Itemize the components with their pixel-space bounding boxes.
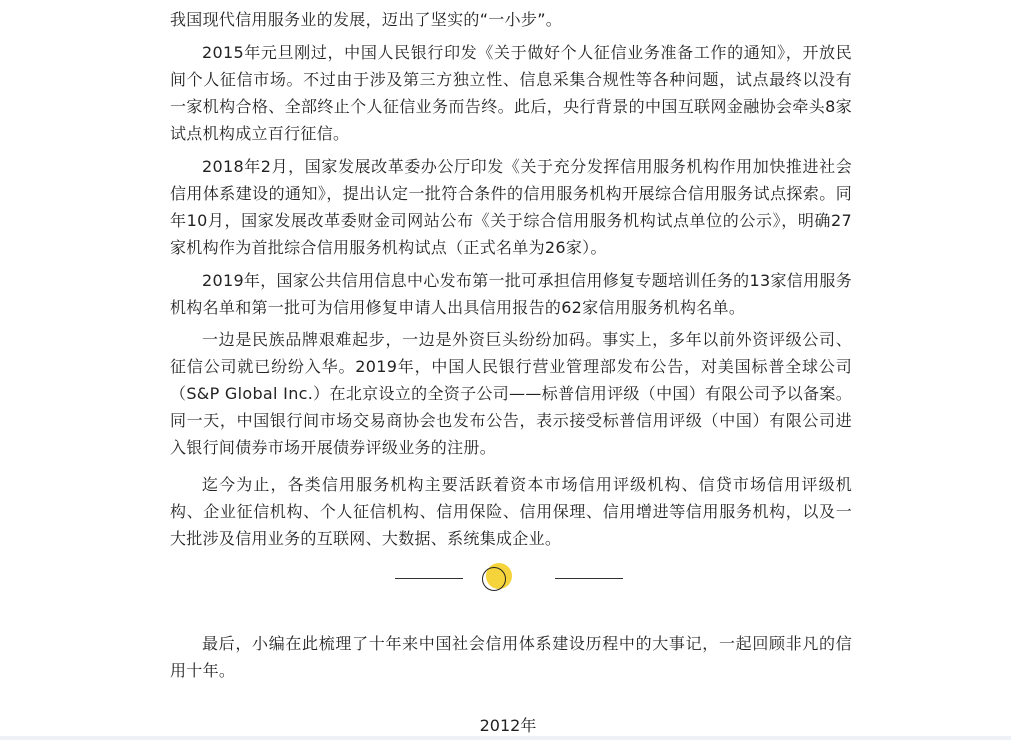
outline-ring (482, 567, 506, 591)
paragraph-summary: 迄今为止，各类信用服务机构主要活跃着资本市场信用评级机构、信贷市场信用评级机构、企业征信机构、个人征信机构、信用保险、信用保理、信用增进等信用服务机构，以及一大批涉及信用业务的互联网、大数据、系统集成企业。 (170, 475, 852, 548)
divider-line-right (555, 578, 623, 579)
bottom-scroll-strip (0, 736, 1011, 740)
paragraph-2019: 2019年，国家公共信用信息中心发布第一批可承担信用修复专题培训任务的13家信用服务机构名单和第一批可为信用修复申请人出具信用报告的62家信用服务机构名单。 (170, 271, 852, 317)
paragraph-intro: 我国现代信用服务业的发展，迈出了坚实的“一小步”。 (170, 10, 563, 29)
paragraph-closing: 最后，小编在此梳理了十年来中国社会信用体系建设历程中的大事记，一起回顾非凡的信用十年。 (170, 634, 852, 680)
section-divider (395, 560, 623, 596)
paragraph-foreign-firms: 一边是民族品牌艰难起步，一边是外资巨头纷纷加码。事实上，多年以前外资评级公司、征信公司就已纷纷入华。2019年，中国人民银行营业管理部发布公告，对美国标普全球公司（S&P Global Inc.）在北京设立的全资子公司——标普信用评级（中国）有限公司予以备案。同一天，中国银行间市场交易商协会也发布公告，表示接受标普信用评级（中国）有限公司进入银行间债券市场开展债券评级业务的注册。 (170, 330, 852, 457)
section-year-heading: 2012年 (479, 716, 537, 735)
circle-ornament-icon (482, 563, 514, 595)
divider-line-left (395, 578, 463, 579)
paragraph-2015: 2015年元旦刚过，中国人民银行印发《关于做好个人征信业务准备工作的通知》，开放民间个人征信市场。不过由于涉及第三方独立性、信息采集合规性等各种问题，试点最终以没有一家机构合格、全部终止个人征信业务而告终。此后，央行背景的中国互联网金融协会牵头8家试点机构成立百行征信。 (170, 43, 852, 143)
paragraph-2018: 2018年2月，国家发展改革委办公厅印发《关于充分发挥信用服务机构作用加快推进社会信用体系建设的通知》，提出认定一批符合条件的信用服务机构开展综合信用服务试点探索。同年10月，国家发展改革委财金司网站公布《关于综合信用服务机构试点单位的公示》，明确27家机构作为首批综合信用服务机构试点（正式名单为26家）。 (170, 157, 852, 257)
